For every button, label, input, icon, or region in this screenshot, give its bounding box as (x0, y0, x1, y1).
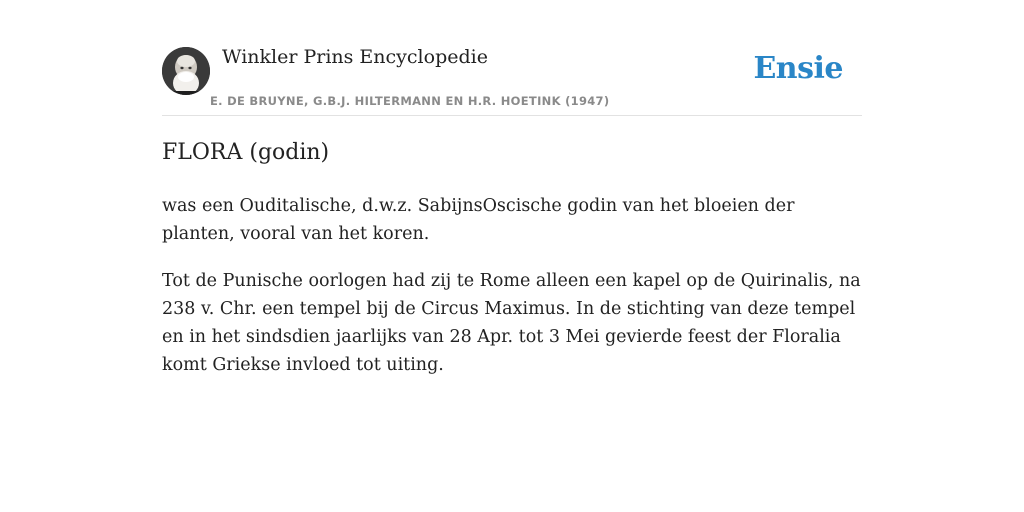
authors-credit: E. DE BRUYNE, G.B.J. HILTERMANN EN H.R. HOETINK (1947) (210, 94, 610, 108)
entry-paragraph: was een Ouditalische, d.w.z. SabijnsOscische godin van het bloeien der planten, vooral van het koren. (162, 196, 795, 244)
brand-logo-link[interactable]: Ensie (753, 51, 843, 86)
entry-body (162, 192, 862, 398)
entry-title: FLORA (godin) (162, 140, 330, 165)
entry-paragraph: Tot de Punische oorlogen had zij te Rome alleen een kapel op de Quirinalis, na 238 v. Chr. een tempel bij de Circus Maximus. In de stichting van deze tempel en in het sindsdien jaarlijks van 28 Apr. tot 3 Mei gevierde feest der Floralia komt Griekse invloed tot uiting. (162, 271, 861, 375)
page-container (162, 0, 862, 375)
portrait-icon[interactable] (162, 47, 210, 95)
site-title-link[interactable]: Winkler Prins Encyclopedie (222, 46, 488, 68)
site-header (162, 0, 862, 116)
